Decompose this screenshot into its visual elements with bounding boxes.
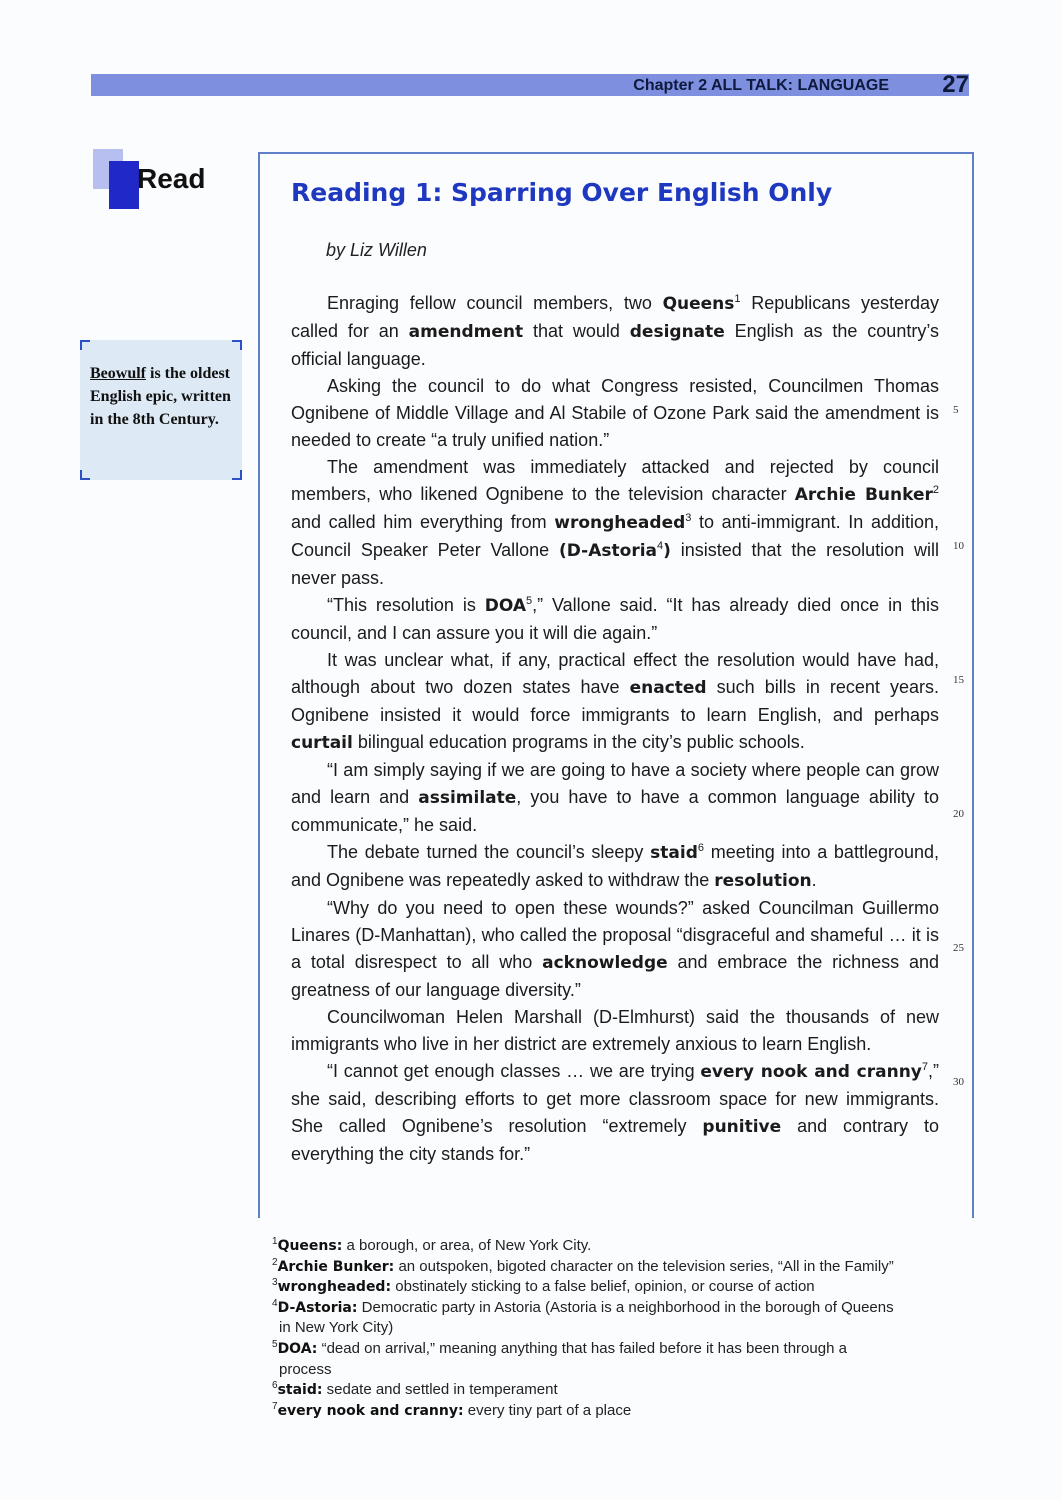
text-run: and called him everything from [291,512,555,532]
vocab-term: punitive [702,1117,782,1137]
footnote-ref: 1 [734,293,741,305]
footnote-ref: 6 [697,842,704,854]
text-run: It was unclear what, if any, practical effect the resolution would have had, although about two dozen states have [291,650,939,697]
line-number: 5 [953,404,959,416]
vocab-term: designate [629,322,725,342]
footnote-number: 3 [272,1277,278,1289]
corner-bracket-icon [80,470,90,480]
reading-body [291,290,939,1168]
footnote-definition: a borough, or area, of New York City. [342,1237,592,1254]
text-run: meeting into a battleground, and Ognibene was repeatedly asked to withdraw the [291,842,940,890]
text-run: Asking the council to do what Congress resisted, Councilmen Thomas Ognibene of Middle Village and Al Stabile of Ozone Park said the amendment is needed to create “a truly unified nation.” [291,376,939,450]
chapter-header-band [91,71,969,98]
vocab-term: enacted [629,678,707,698]
footnote-term: Archie Bunker: [277,1258,395,1275]
footnote-item [272,1401,972,1422]
footnote-term: DOA: [277,1340,318,1357]
footnote-definition: obstinately sticking to a false belief, opinion, or course of action [391,1278,815,1296]
footnote-term: staid: [277,1382,323,1399]
reading-paragraph [291,373,939,454]
footnote-definition: an outspoken, bigoted character on the television series, “All in the Family” [394,1257,894,1275]
vocab-term: Queens [662,294,735,314]
reading-paragraph [291,592,939,647]
footnote-ref: 5 [525,595,533,607]
text-run: , you have to have a common language ability to communicate,” he said. [291,787,939,835]
footnote-number: 4 [272,1297,278,1309]
footnote-term: wrongheaded: [277,1279,392,1296]
footnote-item [272,1277,972,1298]
reading-title: Reading 1: Sparring Over English Only [291,178,833,207]
text-run: bilingual education programs in the city’s public schools. [352,732,805,752]
text-run: “I cannot get enough classes … we are trying [327,1061,701,1081]
line-number: 25 [953,942,964,954]
line-number: 15 [953,674,964,686]
badge-dark-square [109,161,139,209]
chapter-title: Chapter 2 ALL TALK: LANGUAGE [633,77,889,94]
text-run: Councilwoman Helen Marshall (D-Elmhurst) said the thousands of new immigrants who live in her district are extremely anxious to learn English. [291,1007,939,1054]
sidebar-note [80,340,242,480]
footnote-item [272,1236,972,1257]
footnote-continuation: in New York City) [279,1319,394,1337]
text-run: that would [523,321,630,341]
vocab-term: assimilate [418,788,517,808]
reading-paragraph [291,647,939,757]
footnote-item [272,1257,972,1278]
line-number: 10 [953,540,964,552]
text-run: The amendment was immediately attacked and rejected by council members, who likened Ognibene to the television character [291,457,939,504]
footnote-term: every nook and cranny: [277,1402,464,1419]
footnote-term: D-Astoria: [277,1299,358,1316]
vocab-term: amendment [408,322,524,342]
footnote-definition: every tiny part of a place [463,1401,632,1419]
sidebar-note-body: is the oldest English epic, written in the 8th Century. [90,365,231,428]
line-number: 20 [953,808,964,820]
corner-bracket-icon [232,340,242,350]
sidebar-note-term: Beowulf [90,365,146,382]
vocab-term: DOA [484,596,526,616]
footnote-item [272,1380,972,1401]
text-run: . [811,870,817,890]
sidebar-note-text [90,362,236,431]
vocab-term: ) [663,541,671,561]
footnote-ref: 4 [657,540,664,552]
text-run: and embrace the richness and greatness of our language diversity.” [291,952,939,1000]
reading-paragraph [291,895,939,1004]
text-run: to anti-immigrant. In addition, Council Speaker Peter Vallone [291,512,939,560]
reading-paragraph [291,1058,939,1168]
footnote-term: Queens: [277,1238,343,1254]
vocab-term: resolution [714,871,812,891]
vocab-term: acknowledge [542,953,668,973]
reading-paragraph [291,839,939,895]
reading-byline: by Liz Willen [326,240,427,260]
vocab-term: staid [650,843,698,863]
footnote-item [272,1339,972,1380]
footnote-number: 2 [272,1256,278,1268]
footnote-number: 1 [272,1236,278,1247]
footnote-definition: “dead on arrival,” meaning anything that has failed before it has been through a [317,1339,847,1357]
line-number: 30 [953,1076,964,1088]
reading-paragraph [291,454,939,592]
read-label: Read [137,163,206,194]
footnote-ref: 2 [932,484,939,496]
text-run: “Why do you need to open these wounds?” asked Councilman Guillermo Linares (D-Manhattan), who called the proposal “disgraceful and shameful … it is a total disrespect to all who [291,898,939,972]
vocab-term: wrongheaded [554,513,686,533]
reading-paragraph [291,757,939,839]
vocab-term: curtail [291,733,353,753]
text-run: Enraging fellow council members, two [327,293,663,313]
footnote-number: 6 [272,1380,278,1392]
corner-bracket-icon [80,340,90,350]
page-number: 27 [942,71,969,98]
footnote-continuation: process [279,1360,332,1378]
text-run: ,” Vallone said. “It has already died once in this council, and I can assure you it will die again.” [291,595,939,643]
footnotes [272,1236,972,1421]
text-run: and contrary to everything the city stands for.” [291,1116,939,1164]
reading-paragraph [291,290,939,373]
text-run: “I am simply saying if we are going to have a society where people can grow and learn and [291,760,939,807]
vocab-term: every nook and cranny [700,1062,922,1082]
footnote-item [272,1298,972,1339]
footnote-definition: Democratic party in Astoria (Astoria is a neighborhood in the borough of Queens [357,1298,894,1316]
text-run: English as the country’s official language. [291,321,940,369]
reading-paragraph [291,1004,939,1058]
text-run: such bills in recent years. Ognibene insisted it would force immigrants to learn English, and perhaps [291,677,939,725]
read-section-badge [93,149,233,213]
footnote-ref: 3 [685,512,692,524]
vocab-term: Archie Bunker [794,485,933,505]
text-run: The debate turned the council’s sleepy [327,842,651,862]
footnote-definition: sedate and settled in temperament [322,1381,558,1399]
text-run: Republicans yesterday called for an [291,293,939,341]
text-run: ,” she said, describing efforts to get more classroom space for new immigrants. She called Ognibene’s resolution “extremely [291,1061,940,1136]
footnote-ref: 7 [921,1061,929,1073]
vocab-term: (D-Astoria [558,541,657,561]
text-run: insisted that the resolution will never pass. [291,540,939,588]
text-run: “This resolution is [327,595,485,615]
footnote-number: 5 [272,1338,278,1350]
footnote-number: 7 [272,1400,278,1412]
corner-bracket-icon [232,470,242,480]
